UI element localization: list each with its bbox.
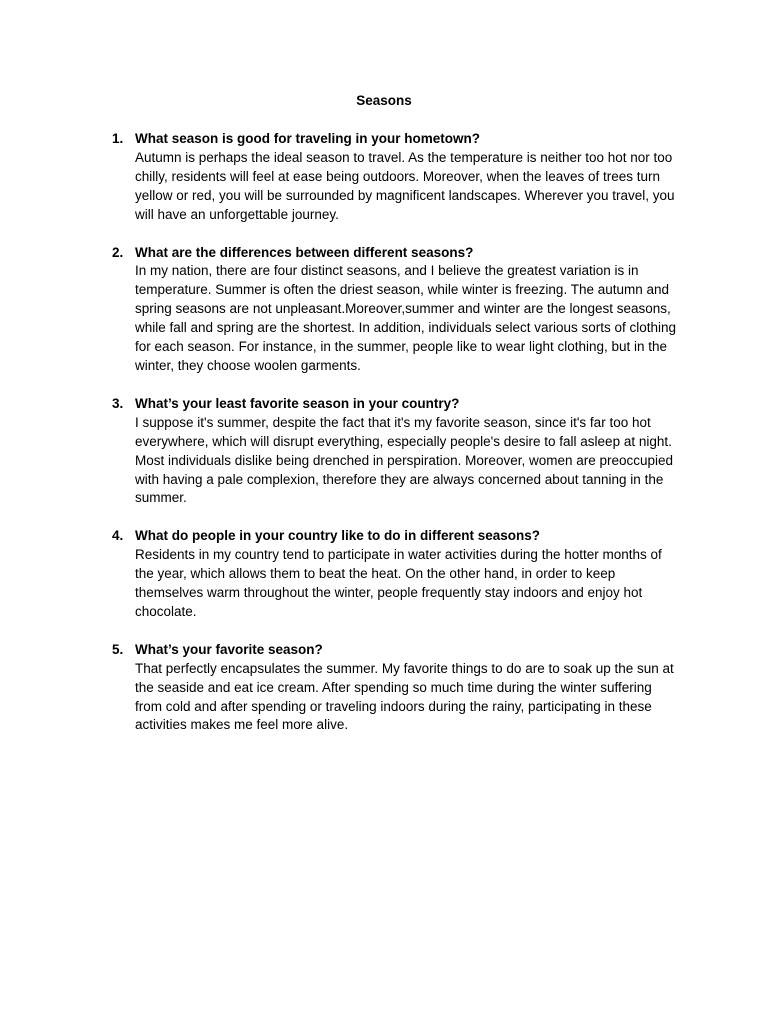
question-list [108, 130, 680, 754]
question-item-2 [108, 244, 680, 376]
question-item-3 [108, 395, 680, 508]
question-text: What season is good for traveling in your hometown? [135, 131, 481, 146]
question-text: What’s your favorite season? [135, 641, 323, 657]
answer-text: I suppose it's summer, despite the fact that it's my favorite season, since it's far too hot everywhere, which will disrupt everything, especially people's desire to fall asleep at night. Most individuals dislike being drenched in perspiration. Moreover, women are preoccupied with having a pale complexion, therefore they are always concerned about tanning in the summer. [135, 414, 674, 506]
answer-text: Residents in my country tend to participate in water activities during the hotter months of the year, which allows them to beat the heat. On the other hand, in order to keep themselves warm throughout the winter, people frequently stay indoors and enjoy hot chocolate. [135, 547, 662, 619]
question-text: What’s your least favorite season in your country? [135, 395, 460, 411]
document-title: Seasons [356, 93, 412, 108]
answer-text: Autumn is perhaps the ideal season to travel. As the temperature is neither too hot nor too chilly, residents will feel at ease being outdoors. Moreover, when the leaves of trees turn yellow or red, you will be surrounded by magnificent landscapes. Wherever you travel, you will have an unforgettable journey. [135, 149, 675, 222]
question-item-1 [108, 130, 680, 225]
question-number: 5. [112, 641, 124, 657]
question-number: 3. [112, 395, 124, 411]
question-number: 1. [112, 131, 124, 146]
question-number: 4. [112, 528, 124, 544]
question-text: What do people in your country like to do in different seasons? [135, 528, 541, 544]
question-number: 2. [112, 244, 124, 260]
answer-text: In my nation, there are four distinct seasons, and I believe the greatest variation is in temperature. Summer is often the driest season, while winter is freezing. The autumn and spring seasons are not unpleasant.Moreover,summer and winter are the longest seasons, while fall and spring are the shortest. In addition, individuals select various sorts of clothing for each season. For instance, in the summer, people like to wear light clothing, but in the winter, they choose woolen garments. [135, 263, 677, 373]
answer-text: That perfectly encapsulates the summer. My favorite things to do are to soak up the sun at the seaside and eat ice cream. After spending so much time during the winter suffering from cold and after spending or traveling indoors during the rainy, participating in these activities makes me feel more alive. [135, 660, 674, 733]
question-item-5 [108, 641, 680, 736]
question-text: What are the differences between different seasons? [135, 244, 474, 260]
question-item-4 [108, 527, 680, 622]
